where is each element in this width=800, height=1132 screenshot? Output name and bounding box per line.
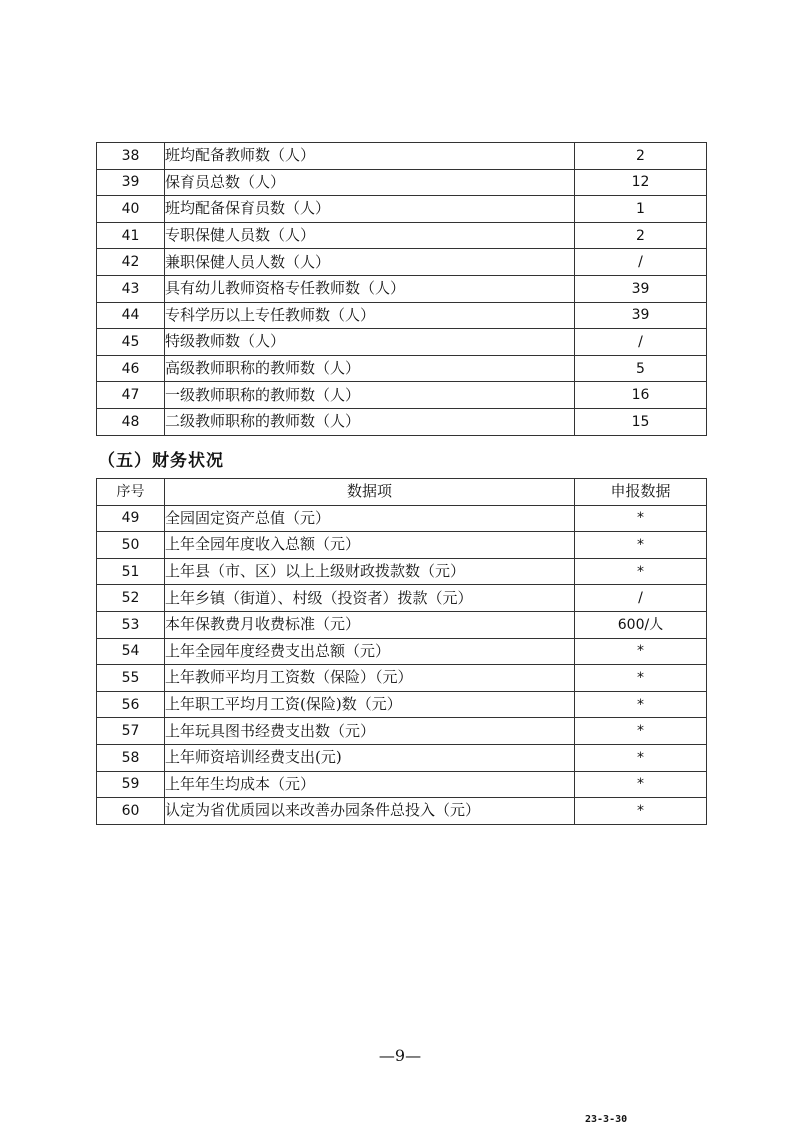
row-serial-number: 40: [97, 196, 165, 223]
row-reported-value: /: [575, 249, 707, 276]
row-data-item: 一级教师职称的教师数（人）: [165, 382, 575, 409]
table-row: [97, 169, 707, 196]
row-serial-number: 49: [97, 505, 165, 532]
row-data-item: 上年县（市、区）以上上级财政拨款数（元）: [165, 558, 575, 585]
table-row: [97, 611, 707, 638]
row-serial-number: 57: [97, 718, 165, 745]
row-reported-value: *: [575, 532, 707, 559]
row-reported-value: *: [575, 665, 707, 692]
table-row: [97, 718, 707, 745]
row-reported-value: 39: [575, 275, 707, 302]
row-data-item: 具有幼儿教师资格专任教师数（人）: [165, 275, 575, 302]
row-reported-value: 16: [575, 382, 707, 409]
row-serial-number: 60: [97, 798, 165, 825]
row-serial-number: 55: [97, 665, 165, 692]
row-serial-number: 39: [97, 169, 165, 196]
table-row: [97, 638, 707, 665]
table-row: [97, 771, 707, 798]
row-data-item: 全园固定资产总值（元）: [165, 505, 575, 532]
row-serial-number: 51: [97, 558, 165, 585]
row-serial-number: 42: [97, 249, 165, 276]
row-serial-number: 47: [97, 382, 165, 409]
row-reported-value: *: [575, 798, 707, 825]
row-reported-value: 2: [575, 143, 707, 170]
table-row: [97, 196, 707, 223]
table-row: [97, 798, 707, 825]
table-row: [97, 382, 707, 409]
finance-status-table: [96, 478, 707, 825]
row-serial-number: 43: [97, 275, 165, 302]
row-data-item: 班均配备教师数（人）: [165, 143, 575, 170]
row-data-item: 认定为省优质园以来改善办园条件总投入（元）: [165, 798, 575, 825]
row-reported-value: /: [575, 585, 707, 612]
row-serial-number: 46: [97, 355, 165, 382]
row-data-item: 上年职工平均月工资(保险)数（元）: [165, 691, 575, 718]
row-data-item: 二级教师职称的教师数（人）: [165, 408, 575, 435]
row-data-item: 特级教师数（人）: [165, 329, 575, 356]
table-row: [97, 249, 707, 276]
footer-date-stamp: 23-3-30: [585, 1114, 628, 1125]
table-row: [97, 275, 707, 302]
header-reported-data: 申报数据: [575, 479, 707, 506]
row-data-item: 上年全园年度收入总额（元）: [165, 532, 575, 559]
table-row: [97, 355, 707, 382]
row-reported-value: *: [575, 638, 707, 665]
table-header-row: [97, 479, 707, 506]
row-serial-number: 58: [97, 744, 165, 771]
table-row: [97, 665, 707, 692]
row-serial-number: 41: [97, 222, 165, 249]
staff-statistics-table: [96, 142, 707, 436]
table-row: [97, 143, 707, 170]
row-data-item: 上年年生均成本（元）: [165, 771, 575, 798]
row-serial-number: 38: [97, 143, 165, 170]
table-row: [97, 329, 707, 356]
row-serial-number: 56: [97, 691, 165, 718]
row-data-item: 兼职保健人员人数（人）: [165, 249, 575, 276]
header-data-item: 数据项: [165, 479, 575, 506]
row-serial-number: 48: [97, 408, 165, 435]
table-row: [97, 302, 707, 329]
table-row: [97, 744, 707, 771]
row-data-item: 班均配备保育员数（人）: [165, 196, 575, 223]
row-reported-value: *: [575, 558, 707, 585]
row-reported-value: 1: [575, 196, 707, 223]
table-row: [97, 691, 707, 718]
table-row: [97, 532, 707, 559]
row-reported-value: *: [575, 691, 707, 718]
table-row: [97, 222, 707, 249]
row-serial-number: 59: [97, 771, 165, 798]
row-serial-number: 44: [97, 302, 165, 329]
row-data-item: 专职保健人员数（人）: [165, 222, 575, 249]
row-data-item: 本年保教费月收费标准（元）: [165, 611, 575, 638]
row-serial-number: 53: [97, 611, 165, 638]
row-reported-value: 12: [575, 169, 707, 196]
row-reported-value: 15: [575, 408, 707, 435]
row-reported-value: 39: [575, 302, 707, 329]
row-data-item: 保育员总数（人）: [165, 169, 575, 196]
row-reported-value: 600/人: [575, 611, 707, 638]
row-data-item: 上年师资培训经费支出(元): [165, 744, 575, 771]
row-reported-value: 5: [575, 355, 707, 382]
row-serial-number: 45: [97, 329, 165, 356]
row-data-item: 上年玩具图书经费支出数（元）: [165, 718, 575, 745]
row-data-item: 上年教师平均月工资数（保险）（元）: [165, 665, 575, 692]
row-reported-value: *: [575, 718, 707, 745]
table-row: [97, 408, 707, 435]
header-serial-number: 序号: [97, 479, 165, 506]
row-serial-number: 54: [97, 638, 165, 665]
row-data-item: 上年全园年度经费支出总额（元）: [165, 638, 575, 665]
table-row: [97, 585, 707, 612]
row-serial-number: 52: [97, 585, 165, 612]
row-reported-value: *: [575, 744, 707, 771]
row-serial-number: 50: [97, 532, 165, 559]
table-row: [97, 558, 707, 585]
finance-section-title: （五）财务状况: [98, 451, 224, 471]
page-number: —9—: [378, 1046, 422, 1065]
row-reported-value: 2: [575, 222, 707, 249]
row-reported-value: *: [575, 505, 707, 532]
row-reported-value: /: [575, 329, 707, 356]
row-data-item: 上年乡镇（街道）、村级（投资者）拨款（元）: [165, 585, 575, 612]
row-data-item: 高级教师职称的教师数（人）: [165, 355, 575, 382]
row-data-item: 专科学历以上专任教师数（人）: [165, 302, 575, 329]
row-reported-value: *: [575, 771, 707, 798]
table-row: [97, 505, 707, 532]
